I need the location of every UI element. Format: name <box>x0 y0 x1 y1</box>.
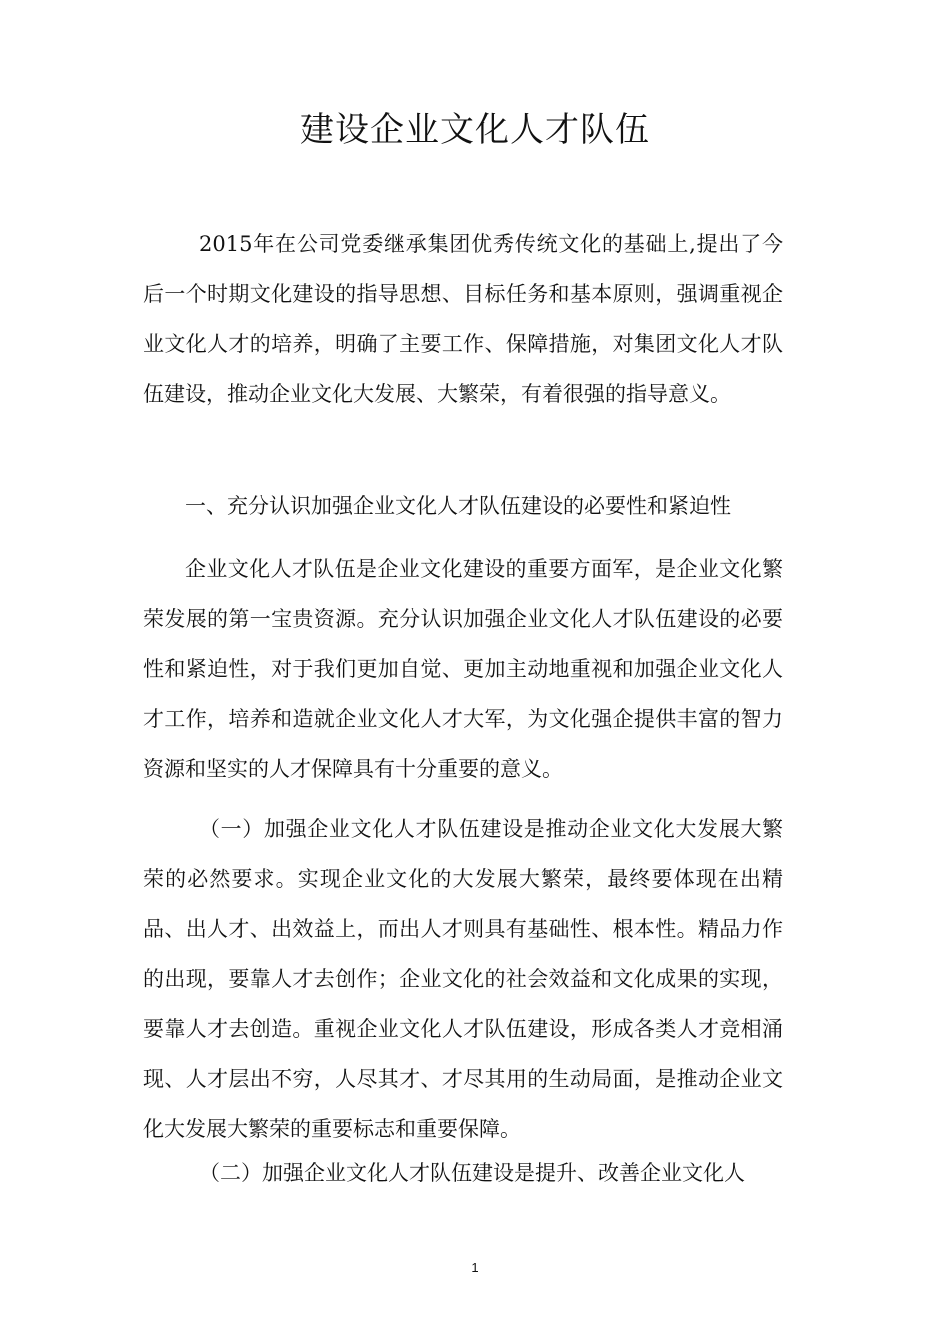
paragraph-section-1: 企业文化人才队伍是企业文化建设的重要方面军，是企业文化繁荣发展的第一宝贵资源。充分认识加强企业文化人才队伍建设的必要性和紧迫性，对于我们更加自觉、更加主动地重视和加强企业文化人才工作，培养和造就企业文化人才大军，为文化强企提供丰富的智力资源和坚实的人才保障具有十分重要的意义。 <box>143 557 783 781</box>
paragraph-subsection-1: （一）加强企业文化人才队伍建设是推动企业文化大发展大繁荣的必然要求。实现企业文化的大发展大繁荣，最终要体现在出精品、出人才、出效益上，而出人才则具有基础性、根本性。精品力作的出现，要靠人才去创作；企业文化的社会效益和文化成果的实现，要靠人才去创造。重视企业文化人才队伍建设，形成各类人才竞相涌现、人才层出不穷，人尽其才、才尽其用的生动局面，是推动企业文化大发展大繁荣的重要标志和重要保障。 <box>143 817 783 1141</box>
page-number: 1 <box>471 1260 479 1275</box>
paragraph-subsection-2: （二）加强企业文化人才队伍建设是提升、改善企业文化人 <box>199 1161 745 1185</box>
paragraph-intro: 2015年在公司党委继承集团优秀传统文化的基础上,提出了今后一个时期文化建设的指导思想、目标任务和基本原则，强调重视企业文化人才的培养，明确了主要工作、保障措施，对集团文化人才队伍建设，推动企业文化大发展、大繁荣，有着很强的指导意义。 <box>143 232 783 406</box>
document-title: 建设企业文化人才队伍 <box>300 110 650 150</box>
section-heading-1: 一、充分认识加强企业文化人才队伍建设的必要性和紧迫性 <box>185 494 731 518</box>
